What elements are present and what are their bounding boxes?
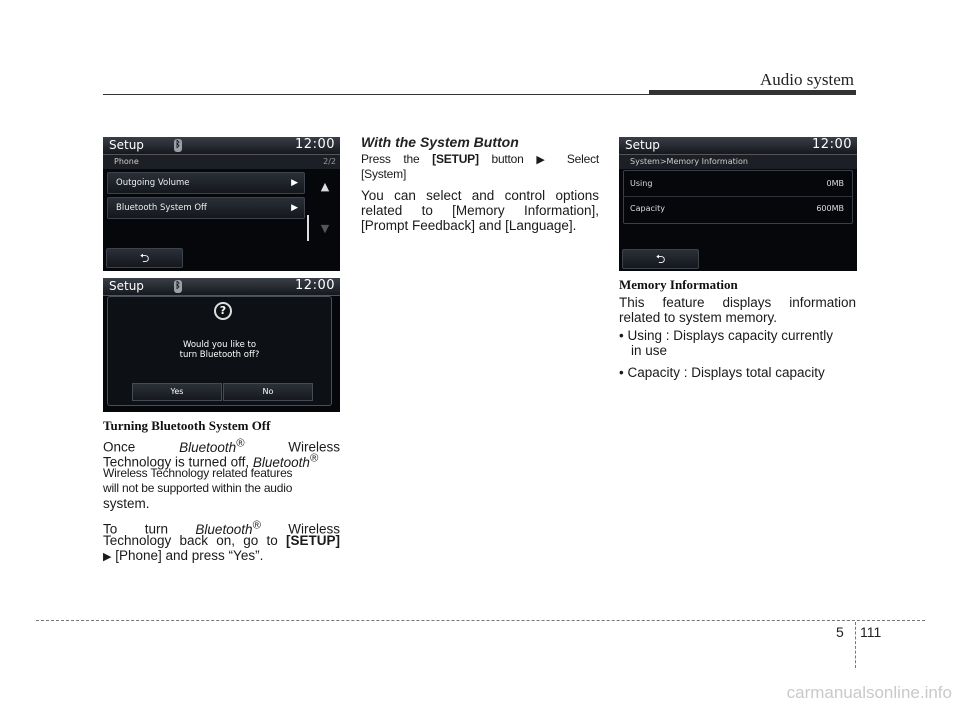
text: [SETUP] bbox=[432, 152, 479, 166]
bluetooth-system-off-button[interactable] bbox=[107, 197, 305, 219]
setup-phone-screen bbox=[103, 137, 340, 271]
menu-item-label: Bluetooth System Off bbox=[116, 203, 207, 213]
caption-turning-bluetooth-off: Turning Bluetooth System Off bbox=[103, 418, 271, 433]
chapter-number: 5 bbox=[836, 624, 844, 640]
text-line bbox=[103, 451, 340, 470]
dialog-message bbox=[108, 340, 331, 360]
text-line: system. bbox=[103, 496, 150, 511]
arrow-icon: ▶ bbox=[536, 154, 555, 166]
text-line: • Using : Displays capacity currently bbox=[619, 328, 834, 343]
using-value: 0MB bbox=[826, 179, 844, 188]
text-line bbox=[103, 548, 340, 563]
capacity-label: Capacity bbox=[630, 204, 665, 213]
menu-item-label: Outgoing Volume bbox=[116, 178, 190, 188]
text: Press the bbox=[361, 152, 420, 166]
breadcrumb bbox=[619, 155, 857, 169]
using-label: Using bbox=[630, 179, 653, 188]
text: [SETUP] bbox=[286, 533, 340, 548]
paragraph-bluetooth-off bbox=[103, 436, 340, 511]
capacity-value: 600MB bbox=[816, 204, 844, 213]
text-line: related to [Memory Information], bbox=[361, 203, 599, 218]
text: [Phone] and press “Yes”. bbox=[115, 548, 264, 563]
chevron-right-icon: ▶ bbox=[291, 178, 298, 188]
text: ® bbox=[252, 519, 261, 531]
text-line: will not be supported within the audio bbox=[103, 481, 293, 495]
bluetooth-icon: ᛒ bbox=[175, 140, 181, 150]
arrow-icon: ▶ bbox=[103, 551, 112, 563]
text-line bbox=[103, 533, 340, 548]
text-line: in use bbox=[631, 343, 668, 358]
text: Wireless bbox=[288, 521, 340, 537]
outgoing-volume-button[interactable] bbox=[107, 172, 305, 194]
memory-information-screen bbox=[619, 137, 857, 271]
footer-divider bbox=[855, 622, 856, 668]
breadcrumb-text: System>Memory Information bbox=[630, 157, 748, 166]
page-indicator: 2/2 bbox=[323, 157, 336, 166]
back-arrow-icon: ⮌ bbox=[655, 252, 666, 266]
memory-capacity-row bbox=[625, 197, 849, 221]
screen-topbar bbox=[103, 137, 340, 155]
text: ® bbox=[309, 452, 319, 464]
caption-memory-information: Memory Information bbox=[619, 277, 738, 292]
text: Once bbox=[103, 439, 136, 455]
header-rule-accent bbox=[649, 90, 856, 95]
screen-topbar bbox=[103, 278, 340, 296]
scroll-down-icon[interactable]: ▼ bbox=[320, 222, 330, 235]
text-line bbox=[361, 152, 599, 167]
screen-clock: 12:00 bbox=[295, 278, 335, 293]
screen-topbar bbox=[619, 137, 857, 155]
text: ® bbox=[236, 437, 245, 449]
text: Bluetooth bbox=[179, 439, 237, 455]
text-line: related to system memory. bbox=[619, 310, 778, 325]
paragraph-bluetooth-on bbox=[103, 518, 340, 563]
section-title: Audio system bbox=[760, 70, 854, 89]
screen-title: Setup bbox=[625, 138, 660, 152]
screen-title: Setup bbox=[109, 138, 144, 152]
text: button bbox=[491, 152, 524, 166]
text-line: You can select and control options bbox=[361, 188, 599, 203]
screen-clock: 12:00 bbox=[812, 137, 852, 152]
text: Wireless bbox=[288, 439, 340, 455]
header-rule bbox=[103, 94, 649, 95]
back-arrow-icon: ⮌ bbox=[139, 251, 150, 265]
paragraph-memory bbox=[619, 295, 856, 325]
text-line: Wireless Technology related features bbox=[103, 466, 293, 480]
question-icon: ? bbox=[214, 302, 232, 320]
bluetooth-icon: ᛒ bbox=[175, 281, 181, 291]
bullet-using bbox=[619, 328, 856, 358]
text: Technology back on, go to bbox=[103, 533, 278, 548]
yes-button[interactable]: Yes bbox=[132, 383, 222, 401]
text-line: This feature displays information bbox=[619, 295, 856, 310]
chevron-right-icon: ▶ bbox=[291, 203, 298, 213]
text-line: • Capacity : Displays total capacity bbox=[619, 365, 825, 380]
subtitle-text: Phone bbox=[114, 157, 139, 166]
page-number: 111 bbox=[860, 624, 882, 640]
no-button[interactable]: No bbox=[223, 383, 313, 401]
screen-clock: 12:00 bbox=[295, 137, 335, 152]
memory-using-row bbox=[625, 172, 849, 196]
text-line bbox=[103, 436, 340, 455]
bullet-capacity bbox=[619, 365, 856, 380]
screen-title: Setup bbox=[109, 279, 144, 293]
paragraph-system-options bbox=[361, 188, 599, 233]
text-line: [System] bbox=[361, 167, 407, 181]
text: Technology is turned off, bbox=[103, 454, 250, 470]
back-button[interactable] bbox=[622, 249, 699, 269]
scrollbar[interactable] bbox=[307, 215, 309, 241]
text: To turn bbox=[103, 521, 168, 537]
scroll-up-icon[interactable]: ▲ bbox=[320, 180, 330, 193]
text-line: [Prompt Feedback] and [Language]. bbox=[361, 218, 577, 233]
back-button[interactable] bbox=[106, 248, 183, 268]
dialog-message-line: turn Bluetooth off? bbox=[179, 350, 260, 360]
heading-system-button: With the System Button bbox=[361, 134, 519, 150]
screen-subtitle bbox=[103, 155, 340, 169]
confirm-dialog bbox=[107, 296, 332, 406]
text: Bluetooth bbox=[195, 521, 253, 537]
paragraph-system-press bbox=[361, 152, 599, 182]
watermark: carmanualsonline.info bbox=[786, 683, 952, 702]
text: Select bbox=[566, 152, 600, 166]
footer-rule bbox=[36, 620, 925, 621]
bluetooth-off-dialog-screen bbox=[103, 278, 340, 412]
dialog-message-line: Would you like to bbox=[182, 340, 257, 350]
text: Bluetooth bbox=[252, 454, 310, 470]
text-line bbox=[103, 518, 340, 537]
